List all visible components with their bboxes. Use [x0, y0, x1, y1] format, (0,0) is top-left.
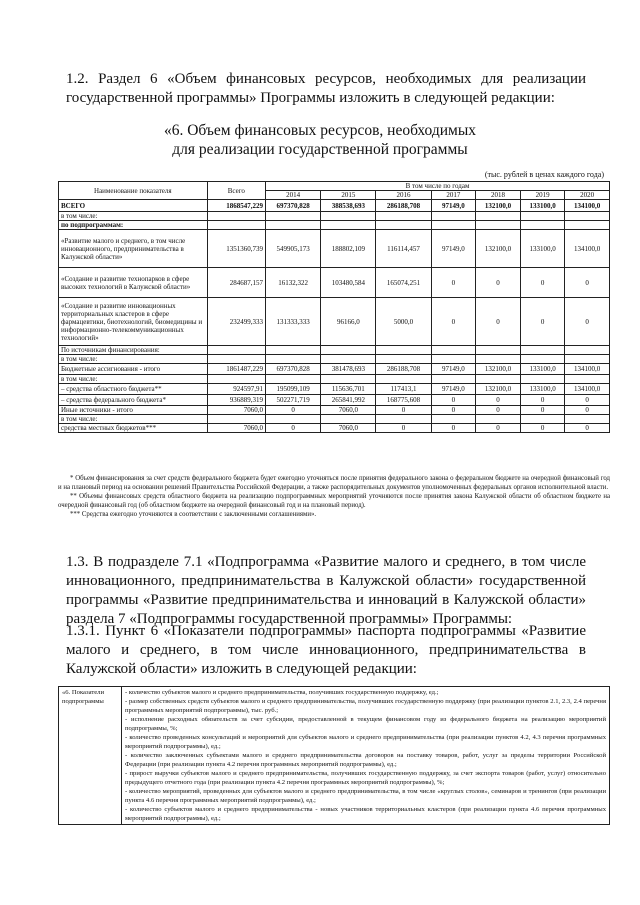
- row-value: [321, 415, 376, 424]
- row-value: 0: [476, 395, 521, 406]
- row-value: 132100,0: [476, 200, 521, 212]
- row-value: 0: [520, 395, 565, 406]
- row-value: 0: [476, 268, 521, 298]
- row-value: 381478,693: [321, 364, 376, 375]
- header-years-group: В том числе по годам: [266, 182, 610, 191]
- row-label: – средства федерального бюджета*: [59, 395, 208, 406]
- row-value: 0: [376, 424, 431, 433]
- row-label: в том числе:: [59, 212, 208, 221]
- row-value: 7060,0: [207, 406, 265, 415]
- row-value: [207, 355, 265, 364]
- row-label: в том числе:: [59, 355, 208, 364]
- row-value: 133100,0: [520, 200, 565, 212]
- row-value: [207, 415, 265, 424]
- table-row: [59, 364, 610, 375]
- indicator-item: - количество проведенных консультаций и мероприятий для субъектов малого и среднего предпринимательства (при реализации пунктов 4.2, 4.3 перечня программных мероприятий подпрограммы), ед.;: [125, 734, 606, 750]
- row-value: 924597,91: [207, 384, 265, 395]
- row-value: [476, 415, 521, 424]
- row-value: 116114,457: [376, 230, 431, 268]
- row-value: 286188,708: [376, 364, 431, 375]
- row-value: 133100,0: [520, 364, 565, 375]
- row-value: 96166,0: [321, 298, 376, 346]
- row-value: 117413,1: [376, 384, 431, 395]
- row-value: [520, 355, 565, 364]
- indicator-item: - количество мероприятий, проведенных для субъектов малого и среднего предпринимательства, в том числе «круглых столов», семинаров и тренингов (при реализации пункта 4.6 перечня программных мероприятий подпрограммы), ед.;: [125, 788, 606, 804]
- row-value: 195099,109: [266, 384, 321, 395]
- row-value: 97149,0: [431, 230, 476, 268]
- row-value: [431, 355, 476, 364]
- row-value: 97149,0: [431, 200, 476, 212]
- row-value: [565, 346, 610, 355]
- header-year: 2016: [376, 191, 431, 200]
- row-value: [565, 375, 610, 384]
- row-value: 0: [431, 424, 476, 433]
- row-value: [565, 355, 610, 364]
- row-value: 5000,0: [376, 298, 431, 346]
- row-value: 0: [565, 406, 610, 415]
- row-value: 0: [376, 406, 431, 415]
- row-value: 115636,701: [321, 384, 376, 395]
- row-value: [266, 355, 321, 364]
- row-value: 0: [520, 406, 565, 415]
- row-value: [476, 221, 521, 230]
- row-value: [376, 212, 431, 221]
- row-label: «Создание и развитие технопарков в сфере высоких технологий в Калужской области»: [59, 268, 208, 298]
- row-value: 697370,828: [266, 364, 321, 375]
- row-label: «Развитие малого и среднего, в том числе инновационного, предпринимательства в Калужской области»: [59, 230, 208, 268]
- indicators-table: [58, 686, 610, 825]
- row-value: 134100,0: [565, 200, 610, 212]
- row-value: [266, 375, 321, 384]
- row-value: 0: [520, 298, 565, 346]
- row-value: 232499,333: [207, 298, 265, 346]
- row-value: 16132,322: [266, 268, 321, 298]
- row-value: [476, 355, 521, 364]
- table-row: [59, 415, 610, 424]
- indicator-item: - прирост выручки субъектов малого и среднего предпринимательства, получивших государственную поддержку, за счет экспорта товаров (работ, услуг) относительно предыдущего отчетного года (при реализации пункта 4.2 перечня программных мероприятий подпрограммы), %;: [125, 770, 606, 786]
- row-value: 168775,608: [376, 395, 431, 406]
- row-value: [476, 346, 521, 355]
- row-value: [431, 415, 476, 424]
- row-value: 265841,992: [321, 395, 376, 406]
- section-heading-line-1: «6. Объем финансовых ресурсов, необходимых: [163, 122, 477, 139]
- row-value: 0: [431, 395, 476, 406]
- row-value: [376, 346, 431, 355]
- section-heading-line-2: для реализации государственной программы: [172, 141, 468, 158]
- row-value: [520, 375, 565, 384]
- row-value: 7060,0: [321, 406, 376, 415]
- row-value: 0: [565, 298, 610, 346]
- row-value: 0: [266, 424, 321, 433]
- row-value: [207, 375, 265, 384]
- table-row: [59, 230, 610, 268]
- row-value: 0: [476, 298, 521, 346]
- row-label: «Создание и развитие инновационных территориальных кластеров в сфере фармацевтики, биотехнологий, биомедицины и информационно-телекоммуникационных технологий»: [59, 298, 208, 346]
- table-row: [59, 212, 610, 221]
- row-value: 936889,319: [207, 395, 265, 406]
- row-value: [565, 221, 610, 230]
- row-label: Иные источники - итого: [59, 406, 208, 415]
- row-value: [520, 346, 565, 355]
- header-year: 2017: [431, 191, 476, 200]
- row-value: 0: [431, 268, 476, 298]
- footnote: *** Средства ежегодно уточняются в соответствии с заключенными соглашениями».: [70, 511, 317, 518]
- row-value: [266, 415, 321, 424]
- row-value: [321, 375, 376, 384]
- row-value: [520, 212, 565, 221]
- row-value: [207, 221, 265, 230]
- row-value: 134100,0: [565, 384, 610, 395]
- table-row: [59, 221, 610, 230]
- footnote: * Объем финансирования за счет средств федерального бюджета будет ежегодно уточняться после принятия федерального закона о федеральном бюджете на очередной финансовый год и на плановый период на основании решений Правительства Российской Федерации, а также распорядительных документов уполномоченных федеральных органов исполнительной власти.: [58, 475, 610, 491]
- row-value: 133100,0: [520, 230, 565, 268]
- row-value: 7060,0: [207, 424, 265, 433]
- row-label: По источникам финансирования:: [59, 346, 208, 355]
- row-label: по подпрограммам:: [59, 221, 208, 230]
- header-year: 2019: [520, 191, 565, 200]
- table-row: [59, 424, 610, 433]
- row-value: [266, 212, 321, 221]
- row-value: 1861487,229: [207, 364, 265, 375]
- row-value: 134100,0: [565, 364, 610, 375]
- indicator-item: - количество заключенных субъектами малого и среднего предпринимательства договоров на поставку товаров, работ, услуг за пределы территории Российской Федерации (при реализации пункта 4.2 перечня программных мероприятий подпрограммы), ед.;: [125, 752, 606, 768]
- units-note: (тыс. рублей в ценах каждого года): [484, 170, 604, 179]
- paragraph-1-3: 1.3. В подразделе 7.1 «Подпрограмма «Развитие малого и среднего, в том числе инновационного, предпринимательства в Калужской области» государственной программы «Развитие предпринимательства и инноваций в Калужской области» раздела 7 «Подпрограммы государственной программы» Программы:: [66, 554, 586, 627]
- financial-table-body: [59, 200, 610, 433]
- indicators-list: [122, 687, 610, 825]
- indicator-item: - количество субъектов малого и среднего предпринимательства - новых участников территориальных кластеров (при реализации пункта 4.6 перечня программных мероприятий подпрограммы), ед.;: [125, 806, 606, 822]
- row-label: ВСЕГО: [59, 200, 208, 212]
- row-value: 549905,173: [266, 230, 321, 268]
- table-row: [59, 200, 610, 212]
- table-row: [59, 346, 610, 355]
- header-year: 2015: [321, 191, 376, 200]
- row-value: [476, 212, 521, 221]
- table-row: [59, 395, 610, 406]
- row-value: 7060,0: [321, 424, 376, 433]
- row-value: 97149,0: [431, 364, 476, 375]
- table-row: [59, 384, 610, 395]
- row-label: в том числе:: [59, 415, 208, 424]
- row-value: 0: [520, 268, 565, 298]
- header-year: 2020: [565, 191, 610, 200]
- row-value: [431, 346, 476, 355]
- header-year: 2018: [476, 191, 521, 200]
- row-value: [565, 212, 610, 221]
- row-label: в том числе:: [59, 375, 208, 384]
- header-total: Всего: [207, 182, 265, 200]
- row-value: [476, 375, 521, 384]
- row-value: 0: [431, 406, 476, 415]
- row-label: – средства областного бюджета**: [59, 384, 208, 395]
- row-value: [266, 346, 321, 355]
- table-row: [59, 355, 610, 364]
- row-value: [321, 221, 376, 230]
- row-value: 0: [266, 406, 321, 415]
- row-value: 188802,109: [321, 230, 376, 268]
- table-row: [59, 268, 610, 298]
- row-label: средства местных бюджетов***: [59, 424, 208, 433]
- row-value: [431, 212, 476, 221]
- row-value: [565, 415, 610, 424]
- row-value: 0: [431, 298, 476, 346]
- row-value: 0: [476, 406, 521, 415]
- row-value: 165074,251: [376, 268, 431, 298]
- row-value: 134100,0: [565, 230, 610, 268]
- row-value: 103480,584: [321, 268, 376, 298]
- row-value: 286188,708: [376, 200, 431, 212]
- paragraph-1-3-1: 1.3.1. Пункт 6 «Показатели подпрограммы» паспорта подпрограммы «Развитие малого и среднего, в том числе инновационного, предпринимательства в Калужской области» изложить в следующей редакции:: [66, 623, 586, 677]
- row-value: 0: [565, 395, 610, 406]
- footnotes: [58, 474, 610, 519]
- row-value: 132100,0: [476, 230, 521, 268]
- row-value: [321, 355, 376, 364]
- row-value: [266, 221, 321, 230]
- row-value: [520, 415, 565, 424]
- row-value: [376, 415, 431, 424]
- row-value: 388538,693: [321, 200, 376, 212]
- row-value: 502271,719: [266, 395, 321, 406]
- row-value: [207, 212, 265, 221]
- row-value: [376, 221, 431, 230]
- row-value: 0: [520, 424, 565, 433]
- indicators-label: «6. Показатели подпрограммы: [59, 687, 122, 825]
- row-value: 0: [476, 424, 521, 433]
- row-value: 1351360,739: [207, 230, 265, 268]
- row-value: 97149,0: [431, 384, 476, 395]
- indicator-item: - исполнение расходных обязательств за счет субсидии, предоставленной в текущем финансовом году из федерального бюджета на реализацию мероприятий подпрограммы, %;: [125, 716, 606, 732]
- row-value: [376, 355, 431, 364]
- row-value: 0: [565, 424, 610, 433]
- row-value: [431, 221, 476, 230]
- table-row: [59, 375, 610, 384]
- row-value: 0: [565, 268, 610, 298]
- footnote: ** Объемы финансовых средств областного бюджета на реализацию подпрограммных мероприятий уточняются после принятия закона Калужской области об областном бюджете на очередной финансовый год (об областном бюджете на очередной финансовый год и на плановый период).: [58, 493, 610, 509]
- financial-resources-table: [58, 181, 610, 433]
- row-value: 284687,157: [207, 268, 265, 298]
- table-row: [59, 298, 610, 346]
- header-year: 2014: [266, 191, 321, 200]
- section-heading: [120, 121, 520, 159]
- indicator-item: - количество субъектов малого и среднего предпринимательства, получивших государственную поддержку, ед.;: [125, 689, 439, 696]
- row-value: 1868547,229: [207, 200, 265, 212]
- row-value: 132100,0: [476, 364, 521, 375]
- row-value: [321, 346, 376, 355]
- row-value: 697370,828: [266, 200, 321, 212]
- row-value: 131333,333: [266, 298, 321, 346]
- row-value: [520, 221, 565, 230]
- row-value: [207, 346, 265, 355]
- header-name: Наименование показателя: [59, 182, 208, 200]
- row-value: 132100,0: [476, 384, 521, 395]
- row-value: [321, 212, 376, 221]
- indicator-item: - размер собственных средств субъектов малого и среднего предпринимательства, получивших государственную поддержку (при реализации пунктов 2.1, 2.3, 2.4 перечня программных мероприятий подпрограммы), тыс. руб.;: [125, 698, 606, 714]
- paragraph-1-2: 1.2. Раздел 6 «Объем финансовых ресурсов, необходимых для реализации государственной программы» Программы изложить в следующей редакции:: [66, 71, 586, 106]
- row-value: [376, 375, 431, 384]
- table-row: [59, 406, 610, 415]
- row-label: Бюджетные ассигнования - итого: [59, 364, 208, 375]
- row-value: [431, 375, 476, 384]
- row-value: 133100,0: [520, 384, 565, 395]
